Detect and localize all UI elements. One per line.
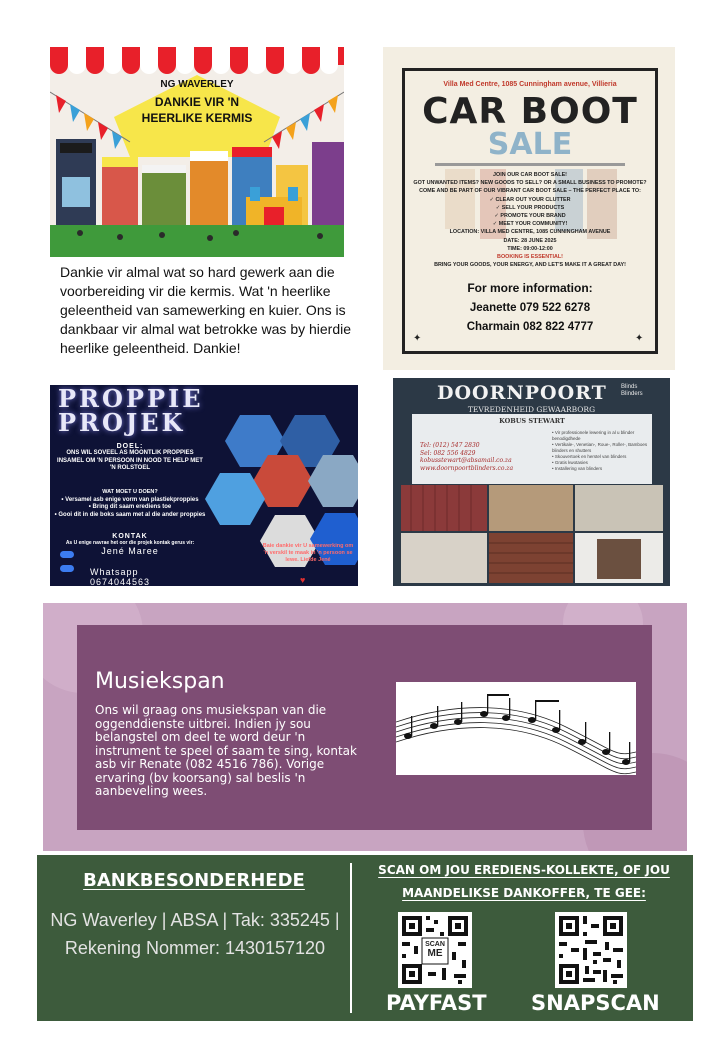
whatsapp-number: 0674044563 xyxy=(90,577,151,586)
kermis-poster xyxy=(50,47,344,257)
proppie-title xyxy=(58,387,204,435)
kontak-section xyxy=(54,533,206,556)
more-info-heading: For more information: xyxy=(467,281,593,295)
bank-details-text: NG Waverley | ABSA | Tak: 335245 | Rekening Nommer: 1430157120 xyxy=(50,910,340,958)
doel-heading: DOEL: xyxy=(116,443,144,450)
contact-name: Jené Maree xyxy=(101,546,159,556)
proppie-title-line1: PROPPIE xyxy=(58,385,204,413)
bank-title: BANKBESONDERHEDE xyxy=(83,870,305,891)
sale-title: SALE xyxy=(487,127,573,162)
car-boot-title: CAR BOOT xyxy=(422,91,638,132)
detail-line: ✓ CLEAR OUT YOUR CLUTTER xyxy=(489,196,571,203)
scan-me-line1: SCAN xyxy=(425,941,445,948)
what-to-do-section xyxy=(54,489,206,519)
doel-section xyxy=(54,443,206,473)
business-card xyxy=(412,414,652,484)
snapscan-label: SNAPSCAN xyxy=(531,991,660,1015)
tel: Tel: (012) 547 2830 xyxy=(420,442,480,449)
detail-line: ✓ SELL YOUR PRODUCTS xyxy=(495,204,565,211)
scan-me-badge xyxy=(422,941,448,959)
heart-icon: ♥ xyxy=(300,575,306,585)
detail-line: COME AND BE PART OF OUR VIBRANT CAR BOOT SALE – THE PERFECT PLACE TO: xyxy=(419,188,641,195)
vertical-divider xyxy=(350,863,352,1013)
doel-text: ONS WIL SOVEEL AS MOONTLIK PROPPIES INSAMEL OM 'N PERSOON IN NOOD TE HELP MET 'N ROLSTOEL xyxy=(57,450,203,471)
bottle-cap-icon xyxy=(60,565,74,572)
music-staff-icon xyxy=(396,682,636,775)
qr-code-icon xyxy=(555,912,627,988)
detail-line: LOCATION: VILLA MED CENTRE, 1085 CUNNINGHAM AVENUE xyxy=(449,229,611,236)
whatsapp-contact xyxy=(90,567,150,586)
blinds-photos xyxy=(401,485,663,583)
car-boot-details xyxy=(411,171,649,269)
kontak-heading: KONTAK xyxy=(112,533,148,540)
what-item: • Bring dit saam erediens toe xyxy=(88,504,172,510)
sel: Sel: 082 556 4829 xyxy=(420,449,476,457)
detail-line: TIME: 09:00-12:00 xyxy=(507,245,553,252)
contact-details xyxy=(420,442,513,472)
sparkle-icon: ✦ xyxy=(413,333,422,344)
detail-line: ✓ MEET YOUR COMMUNITY! xyxy=(492,221,568,228)
bank-details-section xyxy=(37,855,693,1021)
musiekspan-title: Musiekspan xyxy=(95,669,225,694)
what-heading: WAT MOET U DOEN? xyxy=(102,489,158,495)
detail-line: DATE: 28 JUNE 2025 xyxy=(503,237,557,244)
service-item: • Installering van blinders xyxy=(552,466,603,471)
musiekspan-text: Ons wil graag ons musiekspan van die oggenddienste uitbrei. Indien jy sou belangstel om deel te word deur 'n instrument te speel of saam te sing, kontak asb vir Renate (082 4516 786). Vorige ervaring (bv koorsang) sal beslis 'n aanbeveling wees. xyxy=(95,703,357,798)
payfast-label: PAYFAST xyxy=(386,991,487,1015)
contact-charmain: Charmain 082 822 4777 xyxy=(466,321,594,333)
venue-text: Villa Med Centre, 1085 Cunningham avenue, Villieria xyxy=(443,81,617,88)
proppie-title-line2: PROJEK xyxy=(58,408,186,437)
scan-me-line2: ME xyxy=(427,948,443,959)
owner-name: KOBUS STEWART xyxy=(499,417,565,425)
poster-frame xyxy=(402,68,658,354)
contact-jeanette: Jeanette 079 522 6278 xyxy=(469,302,591,314)
snapscan-qr-code[interactable] xyxy=(555,912,627,988)
musiekspan-section xyxy=(43,603,687,851)
service-item: • Skouvertoek en herstel van blinders xyxy=(552,454,627,459)
car-boot-sale-poster xyxy=(383,47,675,370)
detail-line: BRING YOUR GOODS, YOUR ENERGY, AND LET'S MAKE IT A GREAT DAY! xyxy=(434,262,626,269)
kermis-title-line3: HEERLIKE KERMIS xyxy=(141,111,253,125)
proppie-projek-poster xyxy=(50,385,358,586)
service-item: • Vir professionele lewering in al u blinder benodigdhede xyxy=(552,430,635,441)
detail-line: BOOKING IS ESSENTIAL! xyxy=(497,254,563,261)
service-item: • Gratis kwotasies xyxy=(552,460,588,465)
blinders-text: Blinders xyxy=(621,391,643,397)
proppie-thanks: Baie dankie vir U samewerking om 'n verskil te maak in 'n persoon se lewe. Liefde Jené xyxy=(262,543,354,563)
scan-instruction-line2: MAANDELIKSE DANKOFFER, TE GEE: xyxy=(402,886,646,900)
doornpoort-title: DOORNPOORT xyxy=(437,382,607,404)
service-item: • Vertikale-, Venetian-, Roue-, Roller-, Bamboes blinders en shutters xyxy=(552,442,648,453)
bottle-cap-icon xyxy=(60,551,74,558)
music-notes-image xyxy=(396,682,636,775)
musiekspan-panel xyxy=(77,625,652,830)
services-list xyxy=(552,430,648,472)
kermis-title-line1: NG WAVERLEY xyxy=(160,79,234,90)
kontak-note: As U enige navrae het oor die projek kontak gerus vir: xyxy=(65,540,195,546)
scan-instruction-line1: SCAN OM JOU EREDIENS-KOLLEKTE, OF JOU xyxy=(378,863,670,877)
doornpoort-subtitle: TEVREDENHEID GEWAARBORG xyxy=(467,405,596,414)
blinds-text: Blinds xyxy=(621,384,638,390)
website: www.doornpoortblinders.co.za xyxy=(420,464,514,472)
whatsapp-label: Whatsapp xyxy=(90,567,139,577)
payfast-qr-code[interactable] xyxy=(398,912,472,988)
detail-line: JOIN OUR CAR BOOT SALE! xyxy=(493,172,567,178)
detail-line: ✓ PROMOTE YOUR BRAND xyxy=(494,213,566,220)
what-item: • Gooi dit in die boks saam met al die ander proppies xyxy=(54,511,206,518)
what-item: • Versamel asb enige vorm van plastiekproppies xyxy=(61,496,199,503)
kermis-thanks-text: Dankie vir almal wat so hard gewerk aan die voorbereiding vir die kermis. Wat 'n heerlike geleentheid van samewerking en kuier. Ons is dankbaar vir almal wat betrokke was by hierdie heerlike geleentheid. Dankie! xyxy=(60,264,352,356)
blinds-label xyxy=(621,384,643,398)
doornpoort-blinds-ad xyxy=(393,378,670,586)
sparkle-icon: ✦ xyxy=(635,333,644,344)
kermis-title-line2: DANKIE VIR 'N xyxy=(154,95,240,109)
detail-line: GOT UNWANTED ITEMS? NEW GOODS TO SELL? OR A SMALL BUSINESS TO PROMOTE? xyxy=(413,180,647,187)
email: kobusstewart@absamail.co.za xyxy=(420,457,512,464)
